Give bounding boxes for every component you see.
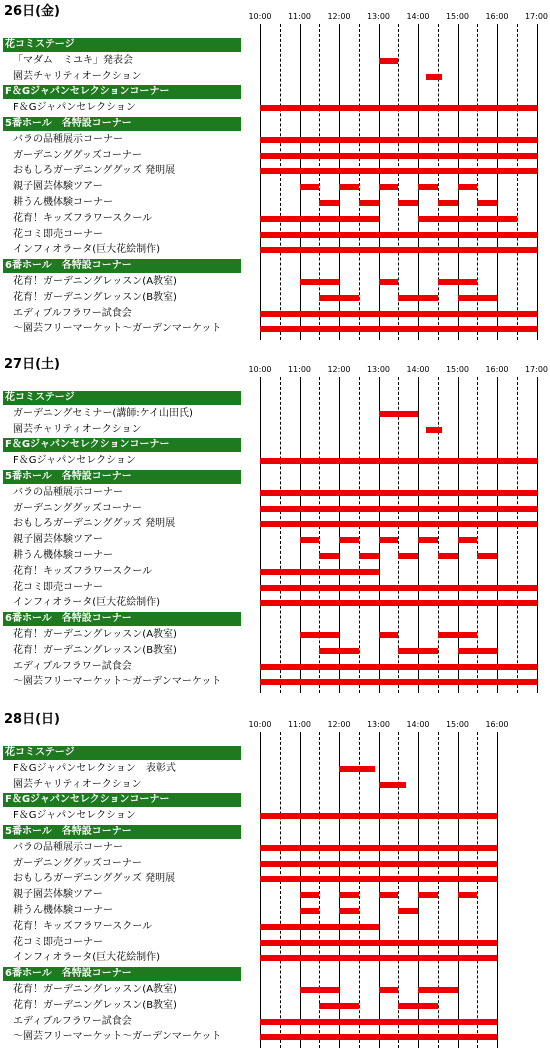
time-bar — [339, 892, 359, 898]
half-hour-gridline — [359, 24, 360, 340]
hour-gridline — [497, 24, 498, 340]
event-label: エディブルフラワー試食会 — [13, 307, 132, 319]
event-label: エディブルフラワー試食会 — [13, 1015, 132, 1027]
time-bar — [339, 537, 359, 543]
time-bar — [458, 892, 478, 898]
time-bar — [260, 232, 537, 238]
hour-gridline — [260, 732, 261, 1048]
time-bar — [418, 216, 517, 222]
half-hour-gridline — [359, 377, 360, 693]
hour-label: 13:00 — [366, 720, 391, 729]
time-bar — [260, 845, 497, 851]
event-label: 花育！ガーデニングレッスン(B教室) — [13, 291, 177, 303]
section-header: 花コミステージ — [3, 38, 241, 52]
time-bar — [438, 200, 458, 206]
time-bar — [339, 908, 359, 914]
event-label: 花育！ガーデニングレッスン(A教室) — [13, 629, 177, 640]
hour-label: 16:00 — [485, 12, 509, 21]
time-bar — [398, 648, 438, 654]
section-header: F＆Gジャパンセレクションコーナー — [3, 793, 241, 807]
time-bar — [260, 458, 537, 464]
time-bar — [418, 892, 438, 898]
hour-label: 15:00 — [445, 12, 470, 21]
half-hour-gridline — [517, 24, 518, 340]
hour-gridline — [458, 24, 459, 340]
event-label: 親子園芸体験ツアー — [13, 181, 103, 193]
half-hour-gridline — [438, 24, 439, 340]
hour-label: 12:00 — [327, 12, 351, 21]
hour-gridline — [497, 377, 498, 693]
hour-gridline — [418, 732, 419, 1048]
time-bar — [260, 506, 537, 512]
time-bar — [418, 537, 438, 543]
time-bar — [300, 987, 340, 993]
time-bar — [300, 537, 320, 543]
event-label: 花育！ガーデニングレッスン(B教室) — [13, 644, 177, 656]
hour-label: 17:00 — [524, 12, 549, 21]
time-bar — [379, 892, 399, 898]
hour-gridline — [458, 377, 459, 693]
time-bar — [398, 1003, 438, 1009]
time-bar — [319, 200, 339, 206]
half-hour-gridline — [398, 377, 399, 693]
hour-gridline — [339, 732, 340, 1048]
event-label: 園芸チャリティオークション — [13, 778, 142, 790]
time-bar — [339, 766, 375, 772]
hour-gridline — [300, 24, 301, 340]
event-label: ～園芸フリーマーケット～ガーデンマーケット — [13, 1031, 222, 1043]
time-bar — [300, 908, 320, 914]
hour-gridline — [260, 377, 261, 693]
event-label: 花コミ即売コーナー — [13, 228, 103, 240]
time-bar — [260, 137, 537, 143]
event-label: 「マダム ミユキ」発表会 — [13, 54, 133, 66]
time-bar — [379, 632, 399, 638]
time-bar — [379, 987, 399, 993]
time-bar — [260, 940, 497, 946]
hour-label: 11:00 — [287, 12, 312, 21]
time-bar — [438, 553, 458, 559]
event-label: ガーデニングセミナー(講師:ケイ山田氏) — [13, 407, 193, 419]
time-bar — [418, 184, 438, 190]
event-label: F＆Gジャパンセレクション 表彰式 — [13, 762, 176, 774]
hour-gridline — [537, 377, 538, 693]
hour-label: 12:00 — [327, 720, 351, 729]
event-label: 花コミ即売コーナー — [13, 581, 103, 593]
time-bar — [260, 861, 497, 867]
time-bar — [260, 490, 537, 496]
half-hour-gridline — [319, 24, 320, 340]
time-bar — [477, 553, 497, 559]
hour-gridline — [339, 24, 340, 340]
hour-gridline — [379, 732, 380, 1048]
half-hour-gridline — [280, 24, 281, 340]
time-bar — [398, 553, 418, 559]
time-bar — [260, 168, 537, 174]
section-header: 5番ホール 各特設コーナー — [3, 470, 241, 484]
time-bar — [359, 553, 379, 559]
half-hour-gridline — [477, 732, 478, 1048]
event-label: 耕うん機体験コーナー — [13, 197, 113, 208]
time-bar — [260, 600, 537, 606]
time-bar — [260, 153, 537, 159]
day-title: 26日(金) — [4, 4, 60, 19]
section-header: F＆Gジャパンセレクションコーナー — [3, 85, 241, 99]
hour-label: 11:00 — [287, 365, 312, 374]
hour-label: 10:00 — [248, 12, 272, 21]
hour-label: 10:00 — [248, 365, 272, 374]
hour-label: 17:00 — [524, 365, 549, 374]
hour-label: 14:00 — [406, 12, 430, 21]
section-header: 5番ホール 各特設コーナー — [3, 825, 241, 839]
hour-gridline — [260, 24, 261, 340]
hour-label: 11:00 — [287, 720, 312, 729]
event-label: 花育！ガーデニングレッスン(A教室) — [13, 276, 177, 287]
event-label: おもしろガーデニンググッズ 発明展 — [13, 518, 176, 530]
time-bar — [418, 987, 458, 993]
half-hour-gridline — [280, 732, 281, 1048]
hour-label: 13:00 — [366, 365, 391, 374]
hour-label: 14:00 — [406, 720, 430, 729]
event-label: ガーデニンググッズコーナー — [13, 502, 142, 514]
time-bar — [458, 184, 478, 190]
event-label: インフィオラータ(巨大花絵制作) — [13, 597, 161, 609]
event-label: エディブルフラワー試食会 — [13, 660, 132, 672]
time-bar — [379, 537, 399, 543]
hour-gridline — [379, 377, 380, 693]
time-bar — [260, 569, 379, 575]
hour-gridline — [379, 24, 380, 340]
time-bar — [458, 537, 478, 543]
hour-gridline — [418, 377, 419, 693]
hour-gridline — [537, 24, 538, 340]
half-hour-gridline — [438, 377, 439, 693]
time-bar — [319, 648, 359, 654]
event-label: ガーデニンググッズコーナー — [13, 857, 142, 869]
time-bar — [260, 876, 497, 882]
event-label: 園芸チャリティオークション — [13, 423, 142, 435]
hour-label: 15:00 — [445, 720, 470, 729]
half-hour-gridline — [477, 24, 478, 340]
event-label: F＆Gジャパンセレクション — [13, 810, 136, 822]
time-bar — [260, 679, 537, 685]
event-label: ガーデニンググッズコーナー — [13, 149, 142, 161]
hour-label: 13:00 — [366, 12, 391, 21]
time-bar — [260, 924, 379, 930]
time-bar — [379, 279, 399, 285]
time-bar — [426, 427, 442, 433]
time-bar — [339, 184, 359, 190]
hour-label: 14:00 — [406, 365, 430, 374]
time-bar — [379, 58, 399, 64]
event-label: 親子園芸体験ツアー — [13, 889, 103, 901]
time-bar — [359, 200, 379, 206]
time-bar — [260, 1019, 497, 1025]
time-bar — [379, 782, 407, 788]
half-hour-gridline — [398, 24, 399, 340]
time-bar — [260, 311, 537, 317]
time-bar — [300, 632, 340, 638]
time-bar — [379, 411, 419, 417]
event-label: 花育！キッズフラワースクール — [13, 212, 153, 224]
half-hour-gridline — [319, 732, 320, 1048]
hour-gridline — [418, 24, 419, 340]
half-hour-gridline — [438, 732, 439, 1048]
time-bar — [458, 648, 498, 654]
event-label: 園芸チャリティオークション — [13, 70, 142, 82]
day-title: 27日(土) — [4, 357, 60, 372]
event-label: ～園芸フリーマーケット～ガーデンマーケット — [13, 676, 222, 688]
time-bar — [398, 908, 418, 914]
event-label: 花育！キッズフラワースクール — [13, 565, 153, 577]
time-bar — [477, 200, 497, 206]
hour-label: 15:00 — [445, 365, 470, 374]
time-bar — [260, 813, 497, 819]
section-header: 6番ホール 各特設コーナー — [3, 259, 241, 273]
day-title: 28日(日) — [4, 712, 60, 727]
hour-gridline — [458, 732, 459, 1048]
event-label: F＆Gジャパンセレクション — [13, 455, 136, 467]
time-bar — [319, 1003, 359, 1009]
half-hour-gridline — [517, 377, 518, 693]
section-header: 花コミステージ — [3, 746, 241, 760]
time-bar — [319, 553, 339, 559]
time-bar — [300, 892, 320, 898]
event-label: 花コミ即売コーナー — [13, 936, 103, 948]
event-label: 花育！ガーデニングレッスン(B教室) — [13, 999, 177, 1011]
event-label: インフィオラータ(巨大花絵制作) — [13, 244, 161, 256]
hour-gridline — [300, 732, 301, 1048]
hour-label: 16:00 — [485, 720, 509, 729]
event-label: バラの品種展示コーナー — [13, 841, 123, 853]
time-bar — [260, 521, 537, 527]
hour-gridline — [339, 377, 340, 693]
hour-gridline — [300, 377, 301, 693]
time-bar — [319, 295, 359, 301]
time-bar — [458, 295, 498, 301]
event-label: 耕うん機体験コーナー — [13, 550, 113, 561]
half-hour-gridline — [280, 377, 281, 693]
section-header: 5番ホール 各特設コーナー — [3, 117, 241, 131]
time-bar — [260, 1034, 497, 1040]
event-label: 耕うん機体験コーナー — [13, 905, 113, 916]
event-label: F＆Gジャパンセレクション — [13, 102, 136, 114]
half-hour-gridline — [477, 377, 478, 693]
time-bar — [260, 664, 537, 670]
half-hour-gridline — [359, 732, 360, 1048]
event-label: バラの品種展示コーナー — [13, 133, 123, 145]
half-hour-gridline — [319, 377, 320, 693]
time-bar — [260, 247, 537, 253]
hour-label: 10:00 — [248, 720, 272, 729]
hour-label: 12:00 — [327, 365, 351, 374]
event-label: インフィオラータ(巨大花絵制作) — [13, 952, 161, 964]
time-bar — [398, 295, 438, 301]
event-label: 花育！キッズフラワースクール — [13, 920, 153, 932]
event-label: おもしろガーデニンググッズ 発明展 — [13, 165, 176, 177]
event-label: バラの品種展示コーナー — [13, 486, 123, 498]
section-header: F＆Gジャパンセレクションコーナー — [3, 438, 241, 452]
time-bar — [300, 184, 320, 190]
event-label: ～園芸フリーマーケット～ガーデンマーケット — [13, 323, 222, 335]
hour-gridline — [497, 732, 498, 1048]
time-bar — [398, 200, 418, 206]
time-bar — [260, 326, 537, 332]
event-label: おもしろガーデニンググッズ 発明展 — [13, 873, 176, 885]
time-bar — [438, 279, 478, 285]
event-label: 親子園芸体験ツアー — [13, 534, 103, 546]
time-bar — [260, 955, 497, 961]
time-bar — [379, 184, 399, 190]
section-header: 6番ホール 各特設コーナー — [3, 967, 241, 981]
section-header: 6番ホール 各特設コーナー — [3, 612, 241, 626]
time-bar — [438, 632, 478, 638]
time-bar — [426, 74, 442, 80]
time-bar — [260, 216, 379, 222]
event-label: 花育！ガーデニングレッスン(A教室) — [13, 984, 177, 995]
half-hour-gridline — [398, 732, 399, 1048]
time-bar — [300, 279, 340, 285]
time-bar — [260, 585, 537, 591]
time-bar — [260, 105, 537, 111]
hour-label: 16:00 — [485, 365, 509, 374]
section-header: 花コミステージ — [3, 391, 241, 405]
